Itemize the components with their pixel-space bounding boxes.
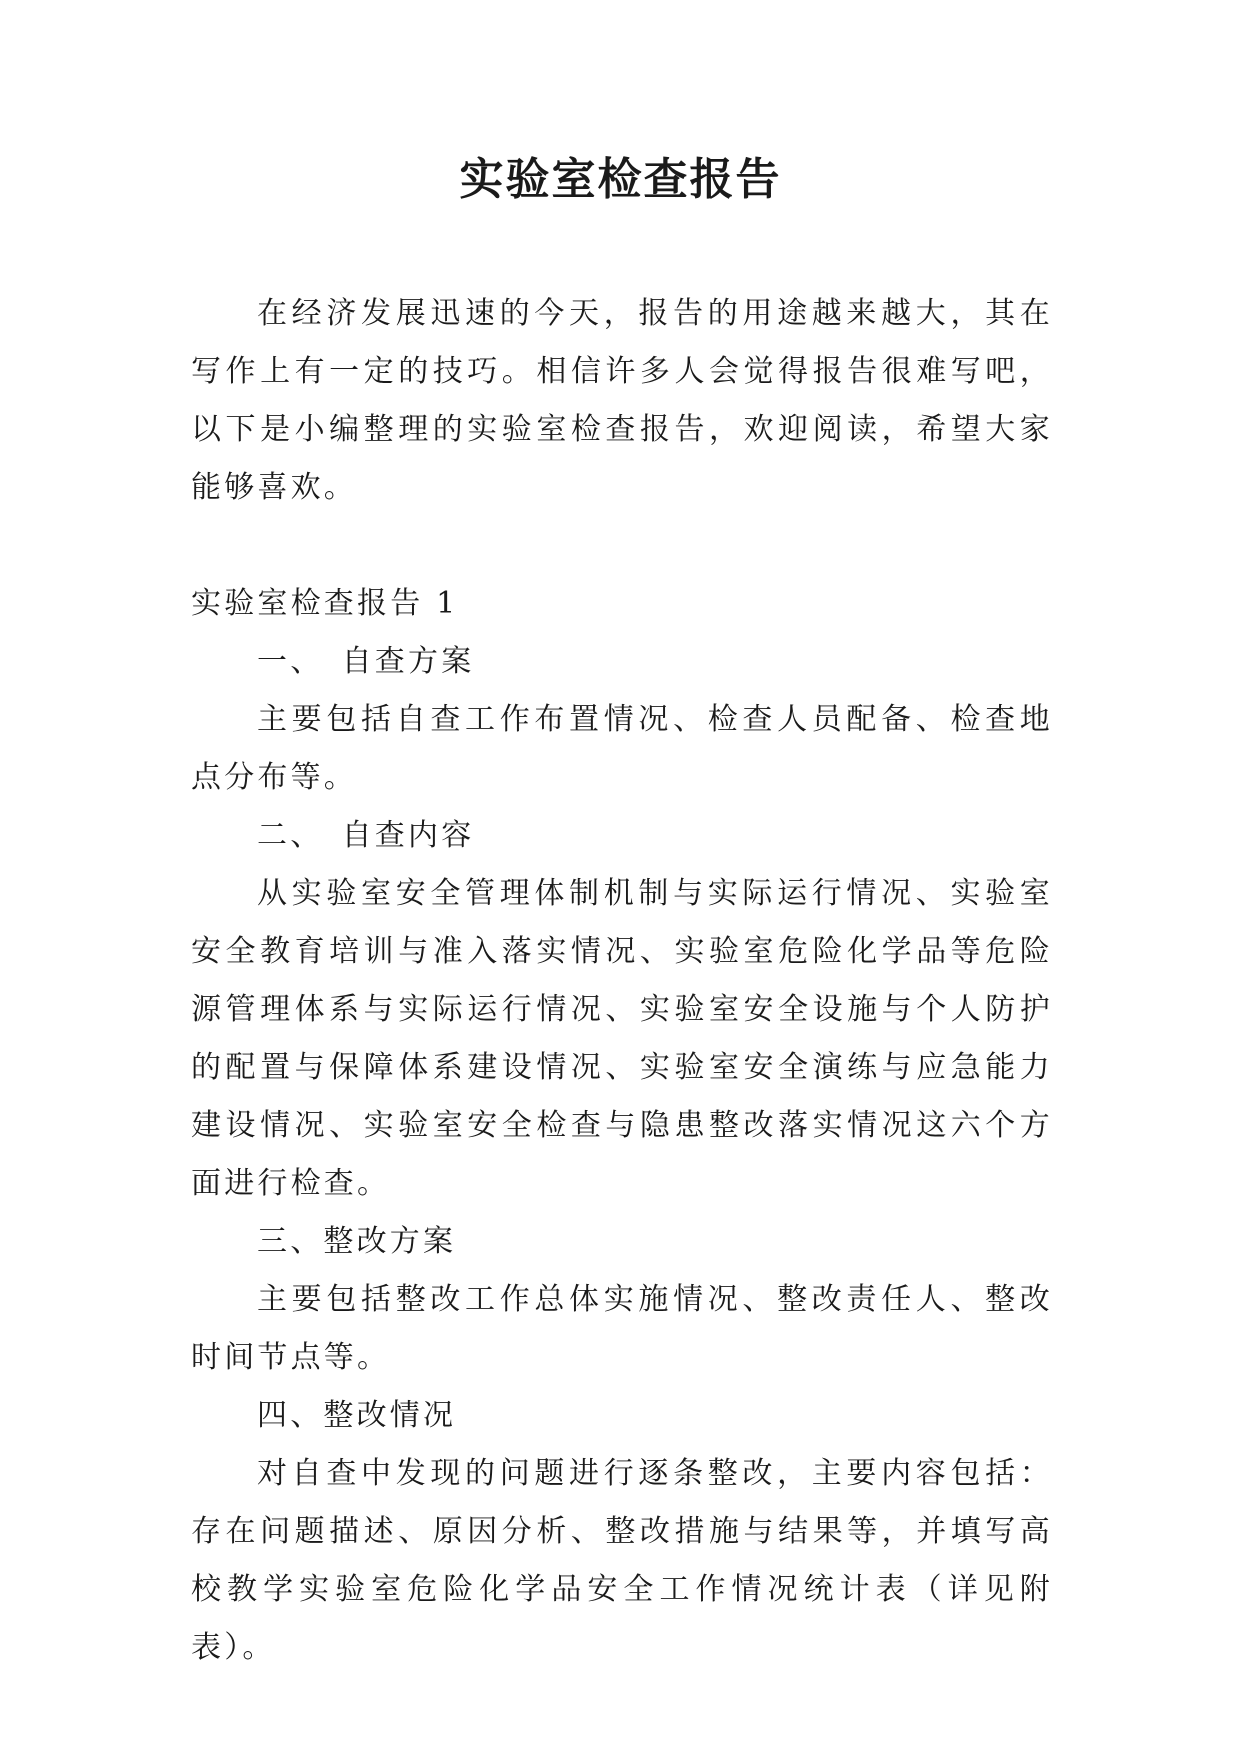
- item-paragraph: 主要包括自查工作布置情况、检查人员配备、检查地点分布等。: [191, 702, 1053, 795]
- item-paragraph: 对自查中发现的问题进行逐条整改，主要内容包括：存在问题描述、原因分析、整改措施与结果等，并填写高校教学实验室危险化学品安全工作情况统计表（详见附表）。: [191, 1456, 1053, 1665]
- item-heading: 三、整改方案: [257, 1224, 457, 1259]
- item-paragraph: 主要包括整改工作总体实施情况、整改责任人、整改时间节点等。: [191, 1282, 1053, 1375]
- section-title: 实验室检查报告 1: [191, 586, 459, 621]
- item-heading: 一、 自查方案: [257, 644, 475, 679]
- item-heading: 四、整改情况: [257, 1398, 457, 1433]
- item-paragraph: 从实验室安全管理体制机制与实际运行情况、实验室安全教育培训与准入落实情况、实验室危险化学品等危险源管理体系与实际运行情况、实验室安全设施与个人防护的配置与保障体系建设情况、实验室安全演练与应急能力建设情况、实验室安全检查与隐患整改落实情况这六个方面进行检查。: [191, 876, 1053, 1201]
- document-title: 实验室检查报告: [459, 154, 782, 205]
- document-body: [191, 285, 1053, 1677]
- item-heading: 二、 自查内容: [257, 818, 475, 853]
- intro-paragraph: 在经济发展迅速的今天，报告的用途越来越大，其在写作上有一定的技巧。相信许多人会觉得报告很难写吧，以下是小编整理的实验室检查报告，欢迎阅读，希望大家能够喜欢。: [191, 296, 1053, 505]
